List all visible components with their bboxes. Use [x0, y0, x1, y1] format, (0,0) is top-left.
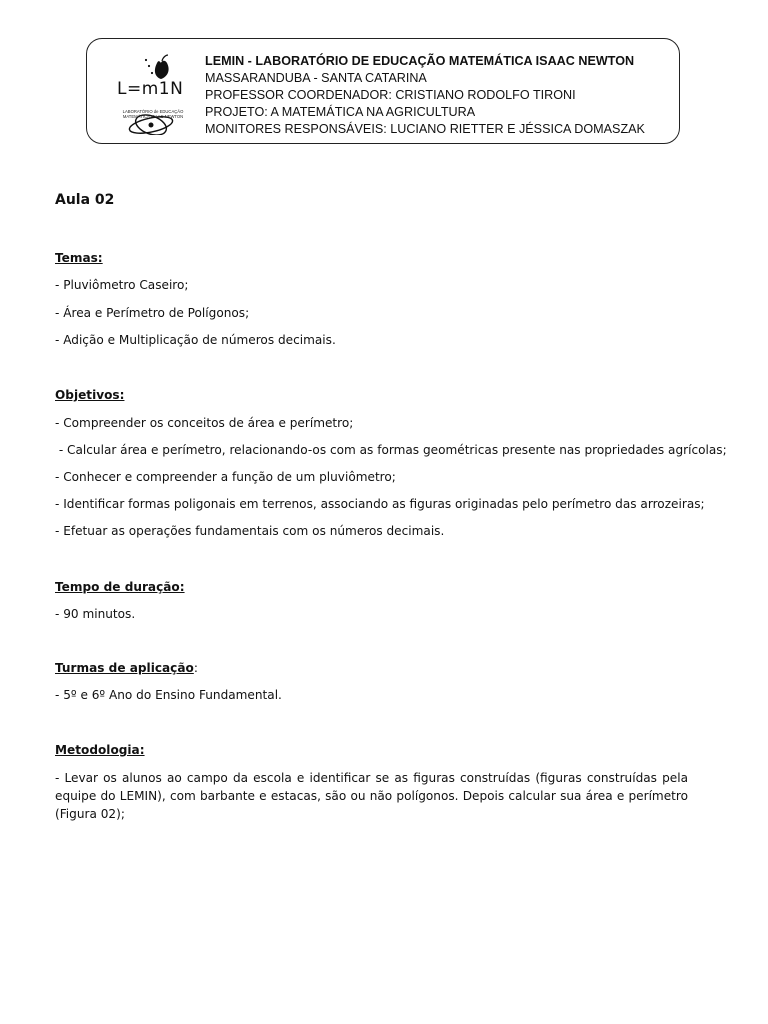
lemin-logo: [105, 49, 197, 135]
objetivos-item: - Identificar formas poligonais em terrenos, associando as figuras originadas pelo perímetro das arrozeiras;: [55, 497, 705, 511]
header-line-project: PROJETO: A MATEMÁTICA NA AGRICULTURA: [205, 105, 476, 119]
objetivos-heading: Objetivos:: [55, 388, 125, 402]
objetivos-item: - Calcular área e perímetro, relacionando-os com as formas geométricas presente nas propriedades agrícolas;: [55, 443, 727, 457]
turmas-heading-line: [55, 661, 198, 675]
turmas-colon: :: [193, 661, 198, 675]
header-line-institution: LEMIN - LABORATÓRIO DE EDUCAÇÃO MATEMÁTICA ISAAC NEWTON: [205, 54, 635, 68]
objetivos-item: - Conhecer e compreender a função de um pluviômetro;: [55, 470, 396, 484]
temas-item: - Adição e Multiplicação de números decimais.: [55, 333, 336, 347]
temas-heading: Temas:: [55, 251, 103, 265]
logo-caption: LABORATÓRIO de EDUCAÇÃO MATEMÁTICA ISAAC NEWTON: [122, 109, 184, 119]
header-line-location: MASSARANDUBA - SANTA CATARINA: [205, 71, 427, 85]
page-title: Aula 02: [55, 192, 115, 208]
objetivos-item: - Efetuar as operações fundamentais com os números decimais.: [55, 524, 445, 538]
header-text: [205, 53, 645, 138]
turmas-value: - 5º e 6º Ano do Ensino Fundamental.: [55, 688, 282, 702]
turmas-heading: Turmas de aplicação: [55, 661, 194, 675]
tempo-value: - 90 minutos.: [55, 607, 136, 621]
temas-item: - Pluviômetro Caseiro;: [55, 278, 189, 292]
temas-item: - Área e Perímetro de Polígonos;: [55, 306, 250, 320]
metodologia-heading: Metodologia:: [55, 743, 145, 757]
objetivos-item: - Compreender os conceitos de área e perímetro;: [55, 416, 354, 430]
tempo-heading: Tempo de duração:: [55, 580, 185, 594]
header-line-coordinator: PROFESSOR COORDENADOR: CRISTIANO RODOLFO TIRONI: [205, 88, 576, 102]
header-line-monitors: MONITORES RESPONSÁVEIS: LUCIANO RIETTER E JÉSSICA DOMASZAK: [205, 122, 645, 136]
header-box: [86, 38, 680, 144]
metodologia-paragraph: - Levar os alunos ao campo da escola e identificar se as figuras construídas (figuras construídas pela equipe do LEMIN), com barbante e estacas, são ou não polígonos. Depois calcular sua área e perímetro (Figura 02);: [55, 771, 688, 821]
logo-wordmark: L=m1N: [117, 79, 184, 99]
